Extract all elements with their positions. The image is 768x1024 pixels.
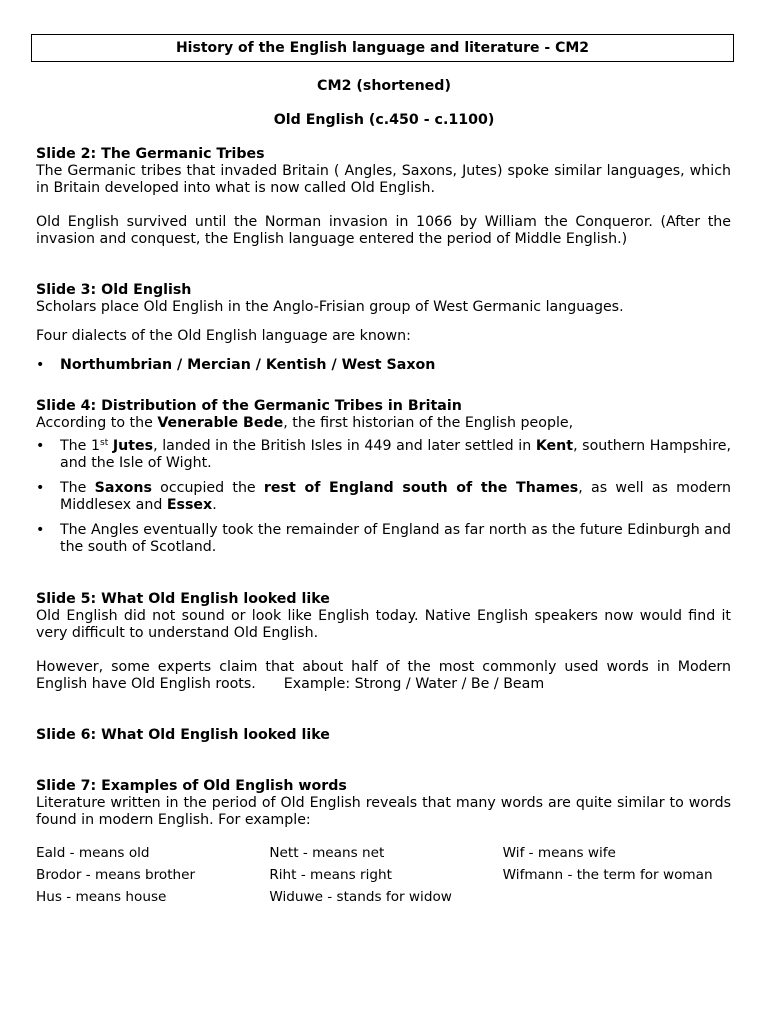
table-cell: Brodor - means brother xyxy=(36,867,196,883)
table-row xyxy=(36,889,736,911)
table-cell xyxy=(503,889,736,911)
period-title: Old English (c.450 - c.1100) xyxy=(273,112,495,128)
bullet-icon: • xyxy=(36,480,45,496)
slide6-heading: Slide 6: What Old English looked like xyxy=(36,727,330,743)
slide3-paragraph-1: Scholars place Old English in the Anglo-Frisian group of West Germanic languages. xyxy=(36,299,624,315)
table-cell: Hus - means house xyxy=(36,889,167,905)
old-english-words-table xyxy=(36,845,736,911)
table-cell: Wifmann - the term for woman xyxy=(502,867,713,883)
slide2-heading: Slide 2: The Germanic Tribes xyxy=(36,146,265,162)
slide7-paragraph-1: Literature written in the period of Old English reveals that many words are quite similar to words found in modern English. For example: xyxy=(36,795,731,828)
slide5-paragraph-1: Old English did not sound or look like English today. Native English speakers now would find it very difficult to understand Old English. xyxy=(36,608,731,641)
subtitle: CM2 (shortened) xyxy=(317,78,451,94)
slide5-example: Example: Strong / Water / Be / Beam xyxy=(283,676,545,692)
bullet-icon: • xyxy=(36,438,45,454)
slide3-list xyxy=(36,357,731,374)
dialects-text: Northumbrian / Mercian / Kentish / West Saxon xyxy=(60,357,436,373)
table-row xyxy=(36,845,736,867)
slide5-paragraph-2: However, some experts claim that about half of the most commonly used words in Modern English have Old English roots. Example: Strong / Water / Be / Beam xyxy=(36,659,731,692)
slide3-heading: Slide 3: Old English xyxy=(36,282,192,298)
table-cell: Eald - means old xyxy=(36,845,150,861)
slide4-heading: Slide 4: Distribution of the Germanic Tribes in Britain xyxy=(36,398,462,414)
slide7-section xyxy=(36,778,731,829)
table-cell: Wif - means wife xyxy=(502,845,616,861)
document-title: History of the English language and literature - CM2 xyxy=(175,40,590,56)
slide5-heading: Slide 5: What Old English looked like xyxy=(36,591,330,607)
list-item xyxy=(36,357,731,374)
slide2-section xyxy=(36,146,731,248)
slide4-section xyxy=(36,398,731,556)
list-item: • The 1st Jutes, landed in the British Isles in 449 and later settled in Kent, southern Hampshire, and the Isle of Wight. xyxy=(36,438,731,471)
list-item: • The Angles eventually took the remainder of England as far north as the future Edinburgh and the south of Scotland. xyxy=(36,522,731,555)
slide7-heading: Slide 7: Examples of Old English words xyxy=(36,778,347,794)
bullet-icon: • xyxy=(36,357,45,373)
bullet-icon: • xyxy=(36,522,45,538)
list-item: • The Saxons occupied the rest of England south of the Thames, as well as modern Middlesex and Essex. xyxy=(36,480,731,513)
slide3-section xyxy=(36,282,731,374)
slide3-paragraph-2: Four dialects of the Old English language are known: xyxy=(36,328,411,344)
table-row xyxy=(36,867,736,889)
slide2-paragraph-2: Old English survived until the Norman invasion in 1066 by William the Conqueror. (After the invasion and conquest, the English language entered the period of Middle English.) xyxy=(36,214,731,247)
table-cell: Nett - means net xyxy=(269,845,385,861)
document-header xyxy=(31,34,734,62)
table-cell: Riht - means right xyxy=(269,867,392,883)
table-cell: Widuwe - stands for widow xyxy=(269,889,452,905)
slide6-section xyxy=(36,727,731,744)
slide4-list xyxy=(36,438,731,556)
slide4-intro: According to the Venerable Bede, the first historian of the English people, xyxy=(36,415,574,431)
slide5-section xyxy=(36,591,731,693)
slide2-paragraph-1: The Germanic tribes that invaded Britain ( Angles, Saxons, Jutes) spoke similar languages, which in Britain developed into what is now called Old English. xyxy=(36,163,731,196)
